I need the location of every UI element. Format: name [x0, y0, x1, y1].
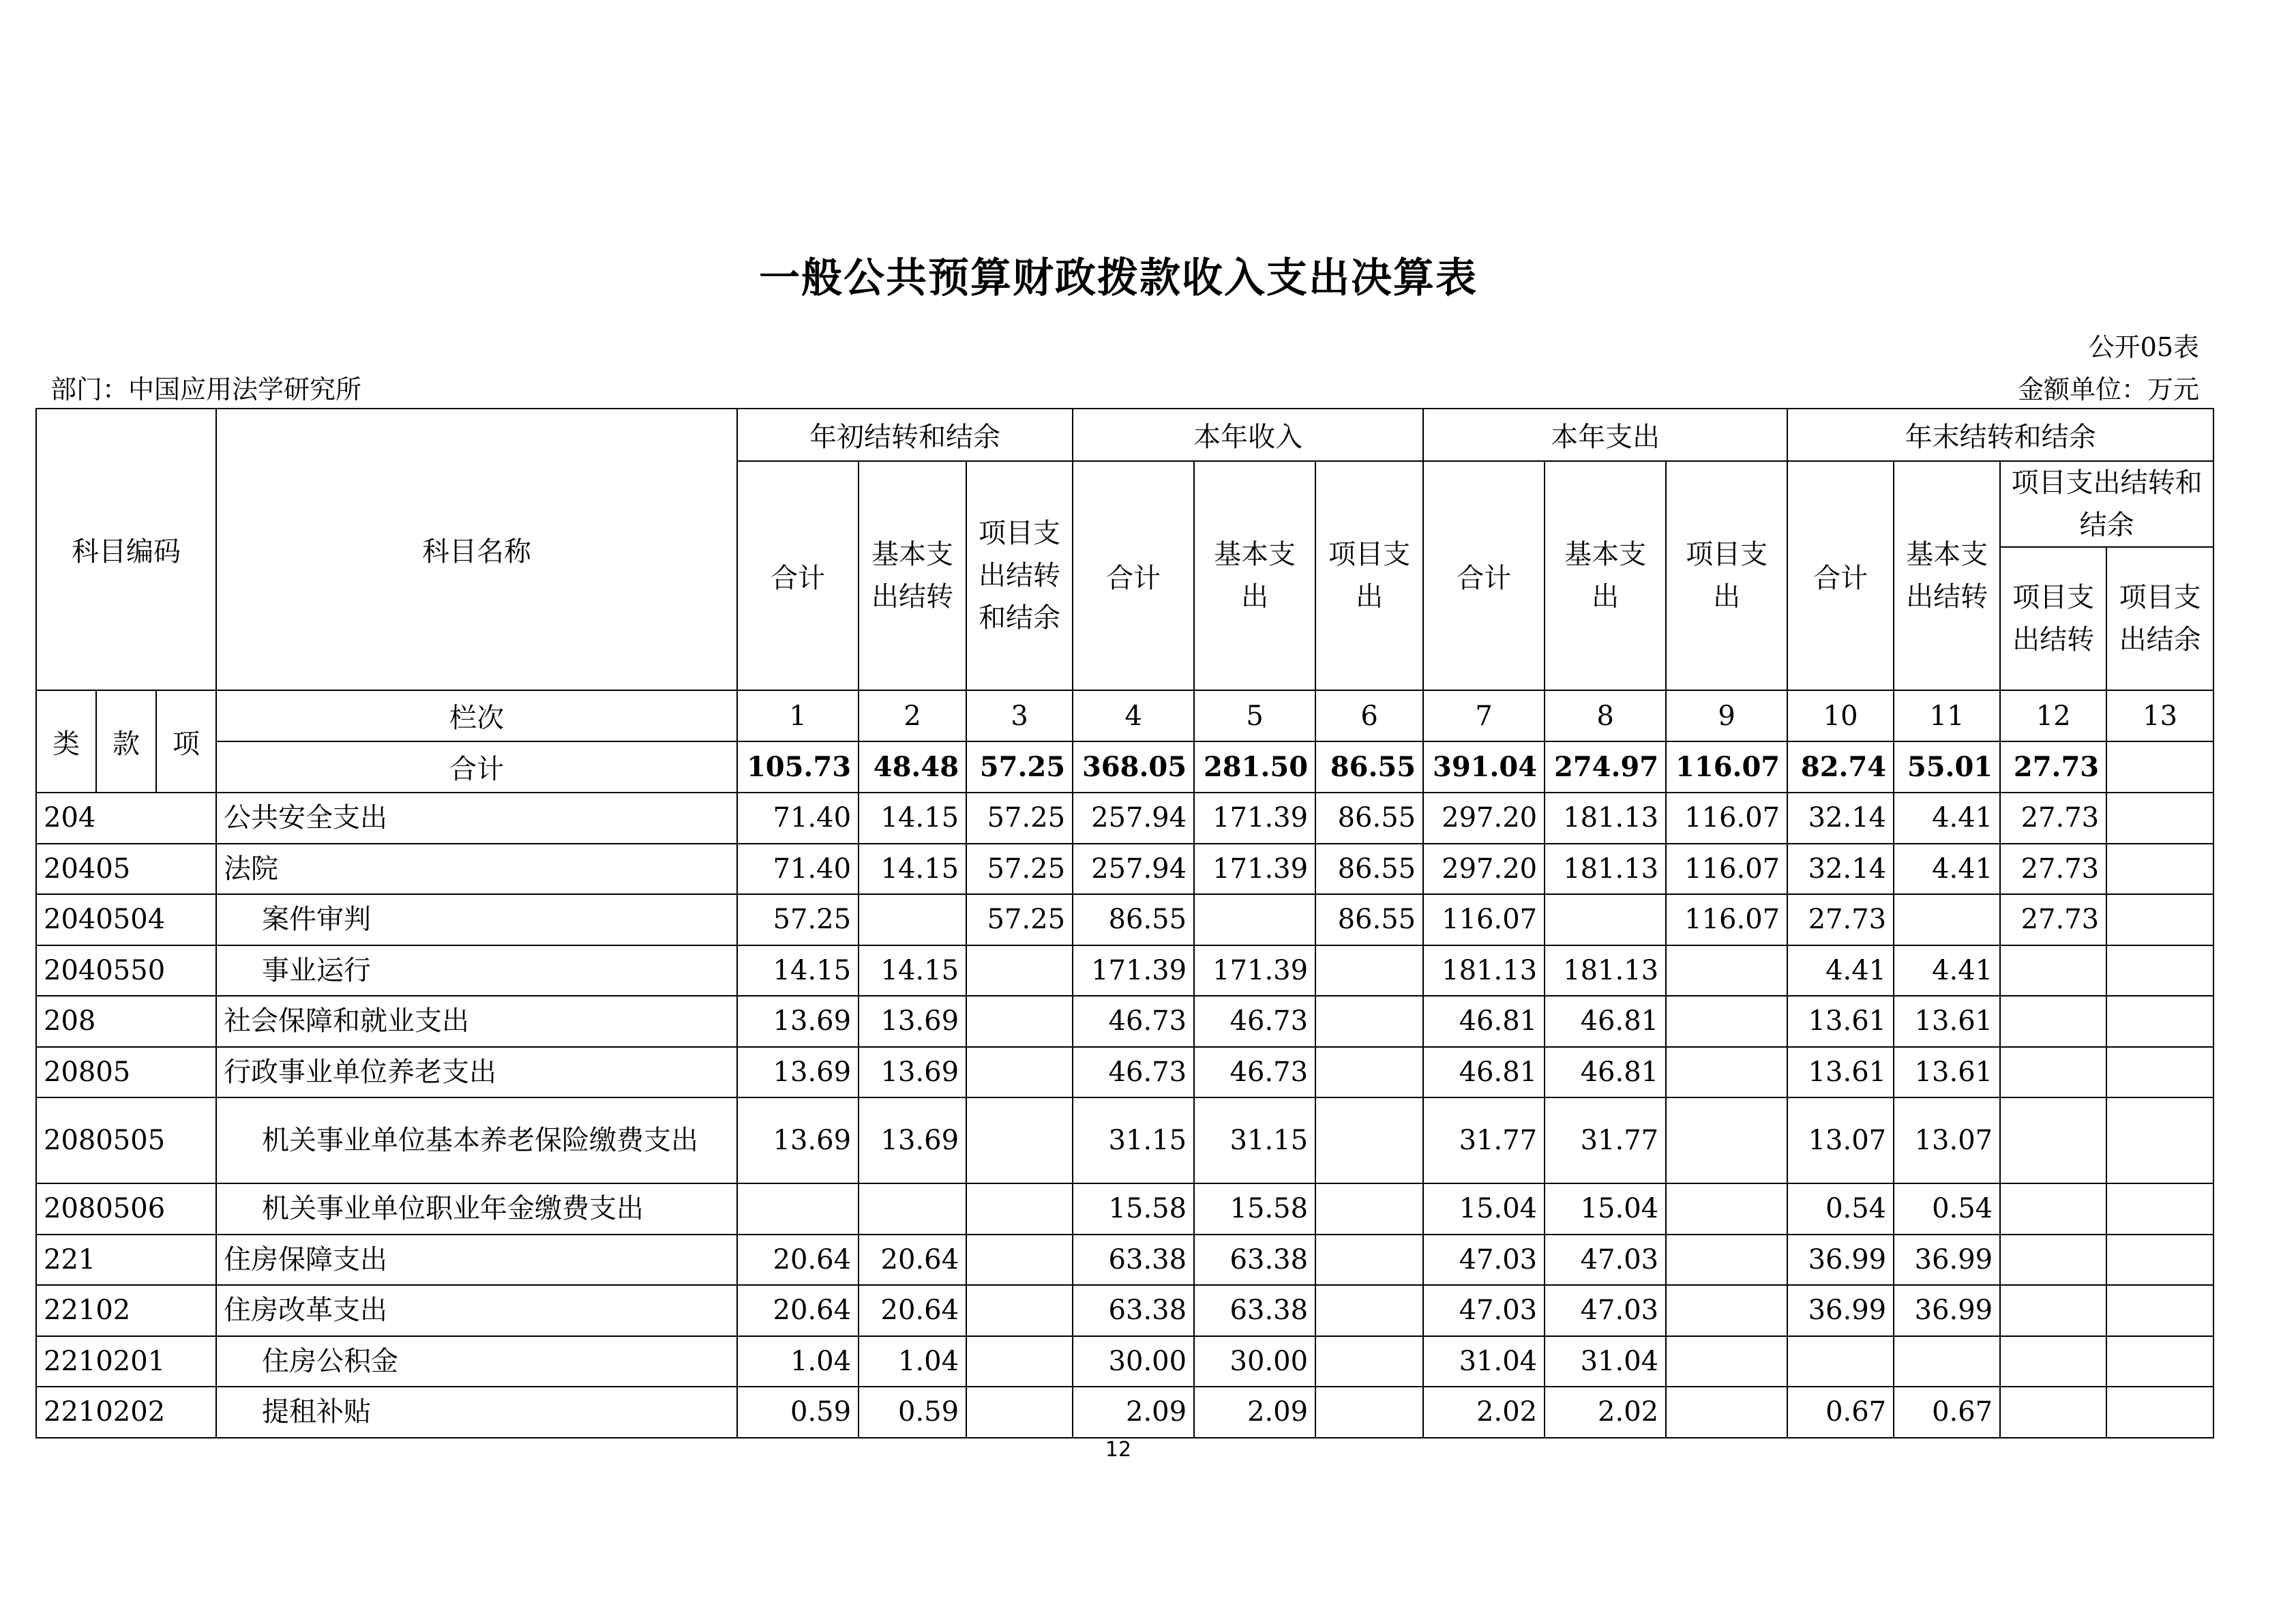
row-value-cell [1666, 1336, 1787, 1387]
row-value-cell [2000, 1047, 2106, 1098]
row-value-cell: 4.41 [1894, 844, 2000, 895]
row-value-cell [2106, 1047, 2213, 1098]
row-value-cell [1666, 1183, 1787, 1235]
row-value-cell [1315, 1183, 1423, 1235]
row-value-cell [737, 1183, 859, 1235]
row-code: 20805 [36, 1047, 216, 1098]
row-name: 公共安全支出 [216, 793, 737, 844]
row-value-cell: 13.69 [859, 1047, 966, 1098]
row-code: 208 [36, 996, 216, 1047]
row-value-cell: 46.73 [1073, 1047, 1194, 1098]
row-name: 住房公积金 [216, 1336, 737, 1387]
header-opening-project-carry-surplus: 项目支出结转和结余 [966, 461, 1073, 690]
row-value-cell: 46.81 [1545, 996, 1666, 1047]
row-code: 2210202 [36, 1387, 216, 1438]
row-value-cell: 13.61 [1787, 1047, 1894, 1098]
header-closing-project-group: 项目支出结转和结余 [2000, 461, 2213, 547]
row-value-cell: 4.41 [1894, 945, 2000, 996]
row-value-cell [966, 945, 1073, 996]
page-title: 一般公共预算财政拨款收入支出决算表 [759, 254, 1478, 302]
header-expense-total: 合计 [1423, 461, 1545, 690]
table-row [36, 1387, 2213, 1438]
row-value-cell: 47.03 [1545, 1235, 1666, 1286]
table-row [36, 1235, 2213, 1286]
header-income-basic: 基本支出 [1194, 461, 1315, 690]
row-value-cell [966, 1387, 1073, 1438]
header-opening-basic-carry: 基本支出结转 [859, 461, 966, 690]
row-value-cell: 181.13 [1545, 844, 1666, 895]
row-value-cell: 57.25 [966, 894, 1073, 945]
row-name: 行政事业单位养老支出 [216, 1047, 737, 1098]
row-value-cell: 14.15 [737, 945, 859, 996]
header-closing-basic-carry: 基本支出结转 [1894, 461, 2000, 690]
column-number-cell: 8 [1545, 690, 1666, 741]
row-value-cell: 171.39 [1194, 945, 1315, 996]
column-number-cell: 13 [2106, 690, 2213, 741]
row-value-cell: 15.58 [1194, 1183, 1315, 1235]
row-value-cell: 297.20 [1423, 844, 1545, 895]
header-closing-project-surplus: 项目支出结余 [2106, 547, 2213, 690]
row-value-cell: 27.73 [2000, 894, 2106, 945]
row-code: 221 [36, 1235, 216, 1286]
row-value-cell [859, 1183, 966, 1235]
row-value-cell: 46.73 [1194, 1047, 1315, 1098]
row-value-cell [1315, 1285, 1423, 1336]
row-value-cell [1315, 945, 1423, 996]
row-value-cell: 257.94 [1073, 793, 1194, 844]
total-value-cell: 82.74 [1787, 741, 1894, 793]
row-value-cell [2106, 1336, 2213, 1387]
row-code: 22102 [36, 1285, 216, 1336]
row-value-cell: 14.15 [859, 844, 966, 895]
row-value-cell [1894, 894, 2000, 945]
row-value-cell: 116.07 [1666, 844, 1787, 895]
row-value-cell [2106, 1235, 2213, 1286]
row-value-cell [2000, 1336, 2106, 1387]
column-number-cell: 7 [1423, 690, 1545, 741]
row-value-cell: 297.20 [1423, 793, 1545, 844]
column-number-cell: 1 [737, 690, 859, 741]
row-value-cell: 27.73 [1787, 894, 1894, 945]
row-value-cell [859, 894, 966, 945]
row-value-cell: 2.09 [1194, 1387, 1315, 1438]
row-name: 机关事业单位基本养老保险缴费支出 [216, 1097, 737, 1183]
column-number-cell: 10 [1787, 690, 1894, 741]
total-value-cell: 281.50 [1194, 741, 1315, 793]
row-value-cell: 57.25 [966, 844, 1073, 895]
row-value-cell: 0.54 [1894, 1183, 2000, 1235]
row-value-cell: 13.69 [859, 1097, 966, 1183]
header-income-total: 合计 [1073, 461, 1194, 690]
row-name: 住房保障支出 [216, 1235, 737, 1286]
row-value-cell [1666, 1047, 1787, 1098]
total-value-cell: 116.07 [1666, 741, 1787, 793]
table-row [36, 1336, 2213, 1387]
table-row [36, 1183, 2213, 1235]
row-value-cell: 47.03 [1423, 1235, 1545, 1286]
total-value-cell: 274.97 [1545, 741, 1666, 793]
row-value-cell: 63.38 [1073, 1235, 1194, 1286]
total-value-cell: 391.04 [1423, 741, 1545, 793]
row-value-cell: 14.15 [859, 793, 966, 844]
row-value-cell [1315, 1387, 1423, 1438]
row-value-cell: 31.15 [1194, 1097, 1315, 1183]
header-group-expense: 本年支出 [1423, 409, 1787, 461]
header-closing-total: 合计 [1787, 461, 1894, 690]
row-value-cell: 47.03 [1423, 1285, 1545, 1336]
header-lei: 类 [36, 690, 96, 793]
row-value-cell: 13.61 [1894, 996, 2000, 1047]
row-value-cell: 86.55 [1315, 793, 1423, 844]
header-xiang: 项 [156, 690, 216, 793]
row-code: 2040550 [36, 945, 216, 996]
row-value-cell: 20.64 [737, 1285, 859, 1336]
row-value-cell: 13.61 [1894, 1047, 2000, 1098]
row-value-cell [2000, 1183, 2106, 1235]
row-value-cell: 31.15 [1073, 1097, 1194, 1183]
row-value-cell [1666, 1387, 1787, 1438]
row-value-cell: 1.04 [737, 1336, 859, 1387]
header-code: 科目编码 [36, 409, 216, 690]
row-value-cell: 46.73 [1073, 996, 1194, 1047]
column-number-cell: 5 [1194, 690, 1315, 741]
header-group-closing: 年末结转和结余 [1787, 409, 2213, 461]
total-value-cell: 27.73 [2000, 741, 2106, 793]
row-value-cell [966, 1235, 1073, 1286]
row-value-cell: 14.15 [859, 945, 966, 996]
row-value-cell: 63.38 [1073, 1285, 1194, 1336]
row-value-cell: 20.64 [859, 1235, 966, 1286]
row-value-cell: 171.39 [1194, 844, 1315, 895]
row-value-cell: 13.69 [737, 1047, 859, 1098]
header-group-opening: 年初结转和结余 [737, 409, 1073, 461]
row-value-cell [966, 1285, 1073, 1336]
header-expense-project: 项目支出 [1666, 461, 1787, 690]
row-value-cell: 257.94 [1073, 844, 1194, 895]
table-row [36, 945, 2213, 996]
row-value-cell: 63.38 [1194, 1285, 1315, 1336]
row-value-cell: 46.73 [1194, 996, 1315, 1047]
row-value-cell: 4.41 [1787, 945, 1894, 996]
row-value-cell: 15.58 [1073, 1183, 1194, 1235]
row-value-cell: 46.81 [1423, 1047, 1545, 1098]
row-value-cell [966, 1183, 1073, 1235]
row-value-cell: 2.09 [1073, 1387, 1194, 1438]
row-value-cell [1666, 996, 1787, 1047]
row-value-cell: 2.02 [1545, 1387, 1666, 1438]
row-value-cell [966, 1336, 1073, 1387]
row-code: 20405 [36, 844, 216, 895]
row-code: 2210201 [36, 1336, 216, 1387]
row-value-cell [2106, 894, 2213, 945]
row-value-cell [1666, 1285, 1787, 1336]
row-value-cell [2000, 1387, 2106, 1438]
column-number-cell: 2 [859, 690, 966, 741]
header-kuan: 款 [96, 690, 156, 793]
row-value-cell: 86.55 [1073, 894, 1194, 945]
row-value-cell: 32.14 [1787, 793, 1894, 844]
budget-table [35, 408, 2214, 1438]
column-number-cell: 3 [966, 690, 1073, 741]
row-value-cell [966, 996, 1073, 1047]
row-value-cell [1666, 945, 1787, 996]
row-value-cell [1787, 1336, 1894, 1387]
row-value-cell: 57.25 [737, 894, 859, 945]
total-value-cell: 57.25 [966, 741, 1073, 793]
row-value-cell: 36.99 [1894, 1235, 2000, 1286]
row-value-cell [2106, 1183, 2213, 1235]
header-opening-total: 合计 [737, 461, 859, 690]
row-value-cell [1315, 996, 1423, 1047]
header-name: 科目名称 [216, 409, 737, 690]
row-value-cell [1666, 1235, 1787, 1286]
row-value-cell: 30.00 [1073, 1336, 1194, 1387]
row-value-cell: 13.69 [737, 1097, 859, 1183]
row-value-cell: 13.07 [1787, 1097, 1894, 1183]
row-value-cell [1894, 1336, 2000, 1387]
row-value-cell [2106, 1097, 2213, 1183]
row-value-cell [2000, 996, 2106, 1047]
row-value-cell: 116.07 [1666, 894, 1787, 945]
row-value-cell: 63.38 [1194, 1235, 1315, 1286]
row-code: 2080506 [36, 1183, 216, 1235]
total-value-cell: 55.01 [1894, 741, 2000, 793]
row-name: 案件审判 [216, 894, 737, 945]
row-value-cell: 171.39 [1194, 793, 1315, 844]
row-value-cell: 71.40 [737, 793, 859, 844]
row-value-cell [2106, 1285, 2213, 1336]
header-expense-basic: 基本支出 [1545, 461, 1666, 690]
row-value-cell: 46.81 [1545, 1047, 1666, 1098]
row-value-cell: 0.67 [1787, 1387, 1894, 1438]
row-value-cell: 36.99 [1787, 1285, 1894, 1336]
row-name: 机关事业单位职业年金缴费支出 [216, 1183, 737, 1235]
row-value-cell [1545, 894, 1666, 945]
row-name: 事业运行 [216, 945, 737, 996]
row-value-cell: 181.13 [1423, 945, 1545, 996]
form-number: 公开05表 [2088, 332, 2199, 362]
table-row [36, 844, 2213, 895]
row-value-cell: 31.04 [1545, 1336, 1666, 1387]
row-value-cell [1315, 1097, 1423, 1183]
amount-unit-label: 金额单位：万元 [2017, 374, 2199, 404]
row-value-cell [1194, 894, 1315, 945]
row-value-cell: 0.54 [1787, 1183, 1894, 1235]
row-value-cell: 0.59 [737, 1387, 859, 1438]
table-row [36, 894, 2213, 945]
row-value-cell [1315, 1336, 1423, 1387]
row-value-cell [966, 1047, 1073, 1098]
row-value-cell [2106, 844, 2213, 895]
row-value-cell: 1.04 [859, 1336, 966, 1387]
row-value-cell [2000, 945, 2106, 996]
row-value-cell [2106, 793, 2213, 844]
row-value-cell: 13.69 [737, 996, 859, 1047]
row-value-cell [2106, 996, 2213, 1047]
total-row-label: 合计 [216, 741, 737, 793]
row-name: 住房改革支出 [216, 1285, 737, 1336]
row-code: 204 [36, 793, 216, 844]
row-value-cell [2106, 1387, 2213, 1438]
table-row [36, 793, 2213, 844]
header-group-income: 本年收入 [1073, 409, 1423, 461]
row-value-cell [2000, 1285, 2106, 1336]
row-value-cell: 20.64 [737, 1235, 859, 1286]
total-value-cell: 86.55 [1315, 741, 1423, 793]
table-row [36, 1097, 2213, 1183]
row-value-cell: 46.81 [1423, 996, 1545, 1047]
row-value-cell: 32.14 [1787, 844, 1894, 895]
header-income-project: 项目支出 [1315, 461, 1423, 690]
total-value-cell [2106, 741, 2213, 793]
row-value-cell [1315, 1235, 1423, 1286]
row-value-cell: 86.55 [1315, 844, 1423, 895]
page-number: 12 [1105, 1438, 1132, 1462]
row-value-cell [2000, 1235, 2106, 1286]
table-row [36, 996, 2213, 1047]
row-value-cell: 27.73 [2000, 844, 2106, 895]
department-label: 部门：中国应用法学研究所 [50, 374, 362, 404]
row-value-cell [1666, 1097, 1787, 1183]
row-value-cell [1315, 1047, 1423, 1098]
row-value-cell: 15.04 [1545, 1183, 1666, 1235]
row-value-cell: 36.99 [1787, 1235, 1894, 1286]
row-value-cell [2106, 945, 2213, 996]
row-value-cell: 0.59 [859, 1387, 966, 1438]
row-value-cell: 13.07 [1894, 1097, 2000, 1183]
table-row [36, 1285, 2213, 1336]
total-value-cell: 368.05 [1073, 741, 1194, 793]
row-code: 2080505 [36, 1097, 216, 1183]
row-value-cell: 27.73 [2000, 793, 2106, 844]
row-value-cell [2000, 1097, 2106, 1183]
header-closing-project-carry: 项目支出结转 [2000, 547, 2106, 690]
row-value-cell: 2.02 [1423, 1387, 1545, 1438]
row-value-cell: 47.03 [1545, 1285, 1666, 1336]
column-number-cell: 12 [2000, 690, 2106, 741]
row-name: 提租补贴 [216, 1387, 737, 1438]
row-value-cell: 4.41 [1894, 793, 2000, 844]
row-value-cell: 31.77 [1545, 1097, 1666, 1183]
column-number-cell: 11 [1894, 690, 2000, 741]
row-value-cell: 36.99 [1894, 1285, 2000, 1336]
row-code: 2040504 [36, 894, 216, 945]
row-value-cell [966, 1097, 1073, 1183]
row-name: 社会保障和就业支出 [216, 996, 737, 1047]
row-value-cell: 57.25 [966, 793, 1073, 844]
total-value-cell: 48.48 [859, 741, 966, 793]
total-value-cell: 105.73 [737, 741, 859, 793]
row-value-cell: 171.39 [1073, 945, 1194, 996]
row-value-cell: 30.00 [1194, 1336, 1315, 1387]
row-value-cell: 181.13 [1545, 945, 1666, 996]
row-value-cell: 15.04 [1423, 1183, 1545, 1235]
row-value-cell: 181.13 [1545, 793, 1666, 844]
row-value-cell: 31.04 [1423, 1336, 1545, 1387]
column-number-cell: 4 [1073, 690, 1194, 741]
row-value-cell: 71.40 [737, 844, 859, 895]
column-number-cell: 9 [1666, 690, 1787, 741]
row-value-cell: 0.67 [1894, 1387, 2000, 1438]
column-number-cell: 6 [1315, 690, 1423, 741]
row-value-cell: 31.77 [1423, 1097, 1545, 1183]
header-column-order: 栏次 [216, 690, 737, 741]
row-value-cell: 86.55 [1315, 894, 1423, 945]
row-name: 法院 [216, 844, 737, 895]
row-value-cell: 116.07 [1666, 793, 1787, 844]
table-row [36, 1047, 2213, 1098]
row-value-cell: 13.69 [859, 996, 966, 1047]
row-value-cell: 20.64 [859, 1285, 966, 1336]
row-value-cell: 116.07 [1423, 894, 1545, 945]
row-value-cell: 13.61 [1787, 996, 1894, 1047]
